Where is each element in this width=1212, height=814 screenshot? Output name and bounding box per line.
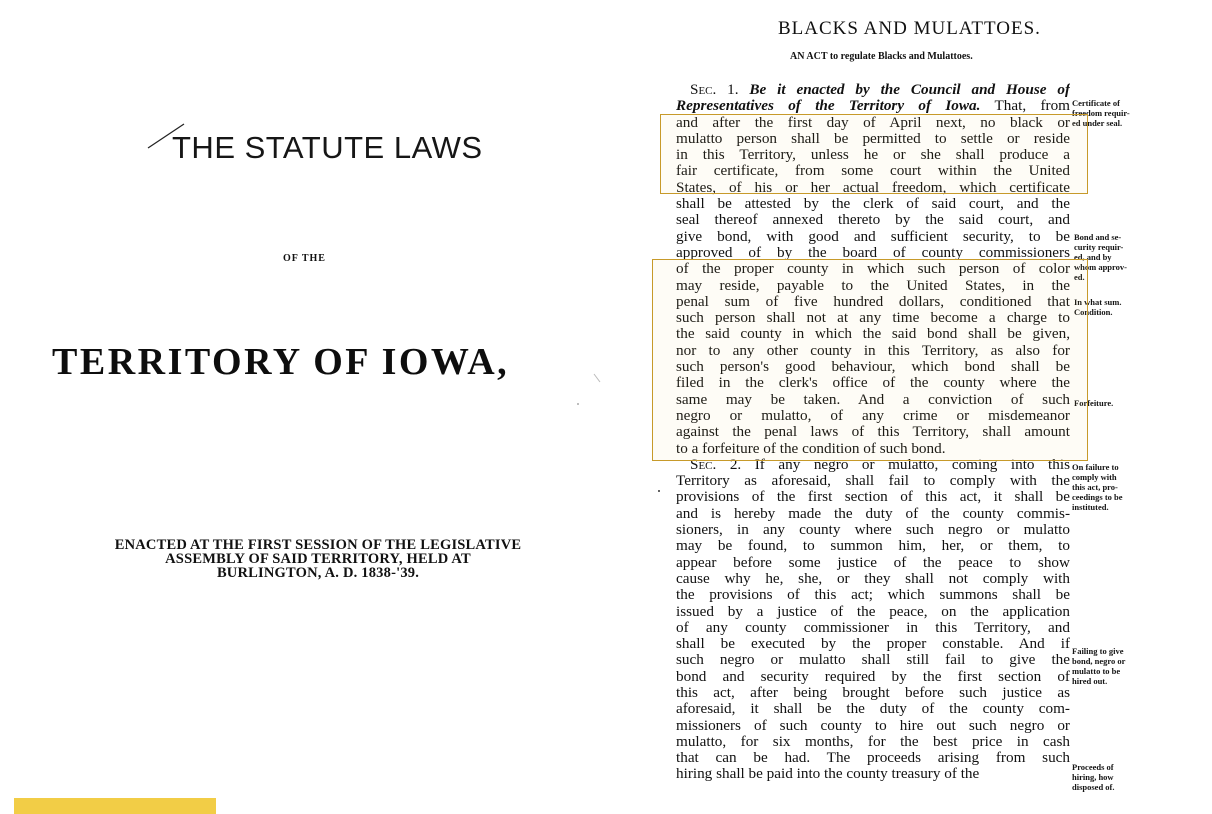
bottom-highlight-bar [14,798,216,814]
text-line: shall be attested by the clerk of said court, and the [676,196,1070,213]
text-line: fair certificate, from some court within the United [676,163,1070,180]
text-line: against the penal laws of this Territory, shall amount [676,424,1070,441]
text-line: mulatto person shall be permitted to settle or reside [676,130,1070,147]
enacted-line: ASSEMBLY OF SAID TERRITORY, HELD AT [165,551,471,567]
text-line: mulatto, for six months, for the best price in cash [676,733,1070,750]
text-line: missioners of such county to hire out such negro or [676,717,1070,734]
text-line: such person shall not at any time become a charge to [676,310,1070,327]
text-line: States, of his or her actual freedom, which certificate [676,179,1070,196]
text-line: such negro or mulatto shall still fail to give the [676,652,1070,669]
act-title: AN ACT to regulate Blacks and Mulattoes. [790,51,973,62]
text-line: cause why he, she, or they shall not comply with [676,570,1070,587]
statute-page [660,0,1212,814]
text-line: nor to any other county in this Territory, as also for [676,342,1070,359]
margin-note-certificate: Certificate of freedom requir- ed under seal. [1072,98,1130,128]
page-heading: BLACKS AND MULATTOES. [778,18,1041,39]
text-line: and is hereby made the duty of the county commis- [676,505,1070,522]
text-line: Sec. 2. If any negro or mulatto, coming into this [690,456,1070,473]
text-line: in this Territory, unless he or she shall produce a [676,147,1070,164]
of-the-label: OF THE [283,253,326,264]
text-line: of the proper county in which such person of color [676,261,1070,278]
text-line: seal thereof annexed thereto by the said court, and [676,212,1070,229]
text-line: and after the first day of April next, no black or [676,114,1070,131]
section-label: Sec. 2. [690,456,742,473]
text-line: hiring shall be paid into the county treasury of the [676,766,980,783]
text-line: sioners, in any county where such negro or mulatto [676,522,1070,539]
text-line: such person's good behaviour, which bond shall be [676,359,1070,376]
margin-note-proceeds: Proceeds of hiring, how disposed of. [1072,762,1115,792]
text-line: same may be taken. And a conviction of such [676,391,1070,408]
text-line: this act, after being brought before such justice as [676,684,1070,701]
text-line: shall be executed by the proper constable. And if [676,636,1070,653]
paper-speck-icon [570,370,610,410]
text-line: may reside, payable to the United States, in the [676,277,1070,294]
margin-note-failing-bond: Failing to give bond, negro or mulatto to be hired out. [1072,646,1126,686]
margin-note-forfeiture: Forfeiture. [1074,398,1114,408]
text-line: may be found, to summon him, her, or them, to [676,538,1070,555]
statute-body [676,82,1070,783]
margin-note-failure: On failure to comply with this act, pro- ceedings to be instituted. [1072,462,1123,512]
text-line: that can be had. The proceeds arising from such [676,750,1070,767]
text-line: appear before some justice of the peace to show [676,554,1070,571]
text-line: penal sum of five hundred dollars, conditioned that [676,293,1070,310]
text-line: Representatives of the Territory of Iowa. That, from [676,98,1070,115]
margin-note-bond: Bond and se- curity requir- ed, and by whom approv- ed. [1074,232,1127,282]
text-line: filed in the clerk's office of the county where the [676,375,1070,392]
margin-note-sum: In what sum. Condition. [1074,297,1122,317]
text-line: provisions of the first section of this act, it shall be [676,489,1070,506]
text-line: of any county commissioner in this Territory, and [676,619,1070,636]
text-line: bond and security required by the first section of [676,668,1070,685]
text-line: approved of by the board of county commissioners [676,244,1070,261]
text-line: aforesaid, it shall be the duty of the county com- [676,701,1070,718]
territory-title: TERRITORY OF IOWA, [52,341,510,383]
enacted-line: ENACTED AT THE FIRST SESSION OF THE LEGISLATIVE [114,537,522,553]
text-line [676,82,1070,98]
text-line: the provisions of this act; which summons shall be [676,587,1070,604]
text-line: give bond, with good and sufficient security, to be [676,228,1070,245]
enacted-line: BURLINGTON, A. D. 1838-'39. [216,565,420,581]
enacting-clause: Representatives of the Territory of Iowa. [676,98,981,115]
text-line: the said county in which the said bond shall be given, [676,326,1070,343]
book-title: THE STATUTE LAWS [172,130,483,165]
text-line: Territory as aforesaid, shall fail to comply with the [676,473,1070,490]
text-line: negro or mulatto, of any crime or misdemeanor [676,407,1070,424]
enacted-statement [58,538,578,580]
section-label: Sec. 1. [690,82,739,98]
enacting-clause: Be it enacted by the Council and House of [749,82,1070,98]
text-line: issued by a justice of the peace, on the application [676,603,1070,620]
text-line: to a forfeiture of the condition of such bond. [676,440,946,457]
